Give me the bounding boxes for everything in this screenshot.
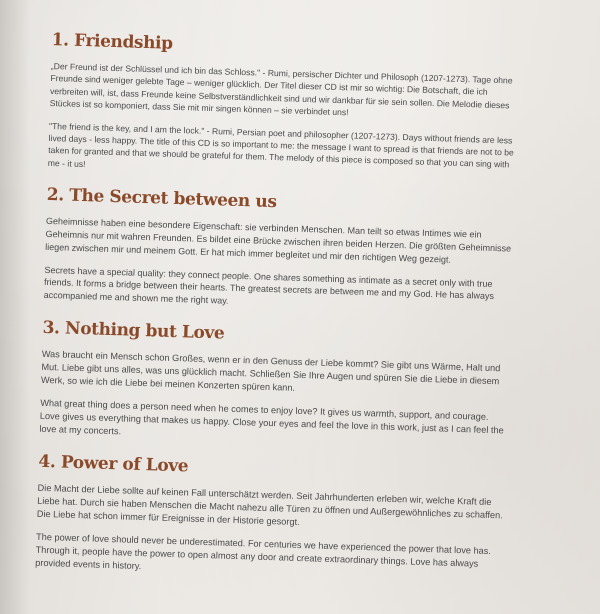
section-heading: 3. Nothing but Love [42, 317, 225, 344]
page-shadow [0, 0, 30, 614]
section-nothing-but-love [39, 318, 512, 451]
section-heading: 1. Friendship [51, 30, 173, 54]
english-paragraph: The power of love should never be underestimated. For centuries we have experienced the power that love has. Through it, people have the power to open almost any door and create extraordinary things. Love has always provided events in history. [35, 531, 492, 572]
german-paragraph: Was braucht ein Mensch schon Großes, wenn er in den Genuss der Liebe kommt? Sie gibt uns Wärme, Halt und Mut. Liebe gibt uns alles, was uns glücklich macht. Schließen Sie Ihre Augen und spüren Sie die Liebe in diesem Werk, so wie ich die Liebe bei meinen Konzerten spüren kann. [40, 348, 501, 393]
english-paragraph: "The friend is the key, and I am the lock." - Rumi, Persian poet and philosopher (1207-1273). Days without friends are less lived days - less happy. The title of this CD is so important to me: the message I want to spread is that friends are not to be taken for granted and that we should be grateful for them. The melody of this piece is composed so that you can sing with me - it us! [47, 120, 514, 170]
section-secret-between-us [43, 185, 516, 316]
german-paragraph: Geheimnisse haben eine besondere Eigenschaft: sie verbinden Menschen. Man teilt so etwas Intimes wie ein Geheimnis nur mit wahren Freunden. Es bildet eine Brücke zwischen ihren beiden Herzen. Die größten Geheimnisse liegen zwischen mir und meinem Gott. Er hat mich immer begleitet und mir den richtigen Weg gezeigt. [45, 216, 512, 265]
german-paragraph: Die Macht der Liebe sollte auf keinen Fall unterschätzt werden. Seit Jahrhunderten erleben wir, welche Kraft die Liebe hat. Durch sie haben Menschen die Macht nahezu alle Türen zu öffnen und Außergewöhnliches zu schaffen. Die Liebe hat schon immer für Ereignisse in der Historie gesorgt. [36, 482, 503, 528]
english-paragraph: What great thing does a person need when he comes to enjoy love? It gives us warmth, support, and courage. Love gives us everything that makes us happy. Close your eyes and feel the love in this work, just as I can feel the love at my concerts. [39, 397, 504, 437]
section-power-of-love [35, 452, 508, 585]
german-paragraph: „Der Freund ist der Schlüssel und ich bin das Schloss." - Rumi, persischer Dichter und Philosoph (1207-1273). Tage ohne Freunde sind weniger gelebte Tage – weniger glücklich. Der Titel dieser CD ist mir so wichtig: Die Botschaft, die ich verbreiten will, ist, dass Freunde keine Selbstverständlichkeit sind und wir dankbar für sie sein sollen. Die Melodie dieses Stückes ist so komponiert, dass Sie mit mir singen können – sie verbindet uns! [49, 60, 513, 118]
english-paragraph: Secrets have a special quality: they connect people. One shares something as intimate as a secret only with true friends. It forms a bridge between their hearts. The greatest secrets are between me and my God. He has always accompanied me and shown me the right way. [43, 264, 495, 306]
booklet-content [35, 30, 522, 601]
section-heading: 2. The Secret between us [46, 185, 277, 213]
section-friendship [48, 30, 522, 184]
section-heading: 4. Power of Love [38, 451, 189, 477]
